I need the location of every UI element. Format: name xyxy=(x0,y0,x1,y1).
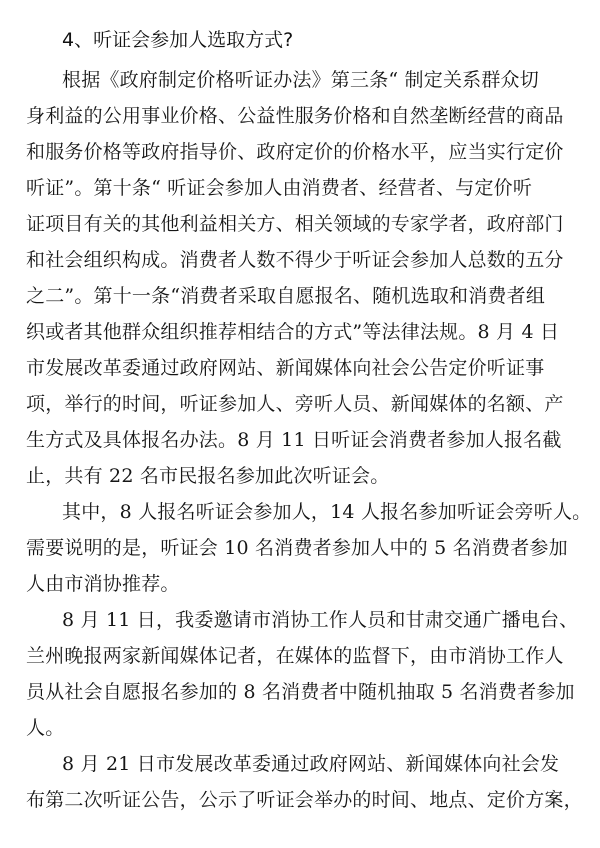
paragraph-line: 市发展改革委通过政府网站、新闻媒体向社会公告定价听证事 xyxy=(26,357,545,379)
paragraph-line: 根据《政府制定价格听证办法》第三条“ 制定关系群众切 xyxy=(62,69,539,91)
paragraph-line: 人由市消协推荐。 xyxy=(26,573,180,595)
paragraph-line: 人。 xyxy=(26,717,65,739)
paragraph-line: 证项目有关的其他利益相关方、相关领域的专家学者，政府部门 xyxy=(26,213,564,235)
paragraph-line: 之二”。第十一条“消费者采取自愿报名、随机选取和消费者组 xyxy=(26,285,546,307)
paragraph-line: 和服务价格等政府指导价、政府定价的价格水平，应当实行定价 xyxy=(26,141,564,163)
paragraph-line: 织或者其他群众组织推荐相结合的方式”等法律法规。8 月 4 日 xyxy=(26,321,560,343)
paragraph-line: 8 月 21 日市发展改革委通过政府网站、新闻媒体向社会发 xyxy=(62,753,560,775)
paragraph-line: 身利益的公用事业价格、公益性服务价格和自然垄断经营的商品 xyxy=(26,105,564,127)
paragraph-line: 其中，8 人报名听证会参加人，14 人报名参加听证会旁听人。 xyxy=(62,501,592,523)
section-heading: 4、听证会参加人选取方式? xyxy=(62,29,294,51)
paragraph-line: 听证”。第十条“ 听证会参加人由消费者、经营者、与定价听 xyxy=(26,177,533,199)
paragraph-line: 止，共有 22 名市民报名参加此次听证会。 xyxy=(26,465,390,487)
paragraph-line: 需要说明的是，听证会 10 名消费者参加人中的 5 名消费者参加 xyxy=(26,537,568,559)
paragraph-line: 8 月 11 日，我委邀请市消协工作人员和甘肃交通广播电台、 xyxy=(62,609,579,631)
paragraph-line: 布第二次听证公告，公示了听证会举办的时间、地点、定价方案， xyxy=(26,789,583,811)
paragraph-line: 兰州晚报两家新闻媒体记者，在媒体的监督下，由市消协工作人 xyxy=(26,645,564,667)
paragraph-line: 和社会组织构成。消费者人数不得少于听证会参加人总数的五分 xyxy=(26,249,564,271)
paragraph-line: 生方式及具体报名办法。8 月 11 日听证会消费者参加人报名截 xyxy=(26,429,562,451)
paragraph-line: 员从社会自愿报名参加的 8 名消费者中随机抽取 5 名消费者参加 xyxy=(26,681,575,703)
paragraph-line: 项，举行的时间，听证参加人、旁听人员、新闻媒体的名额、产 xyxy=(26,393,564,415)
